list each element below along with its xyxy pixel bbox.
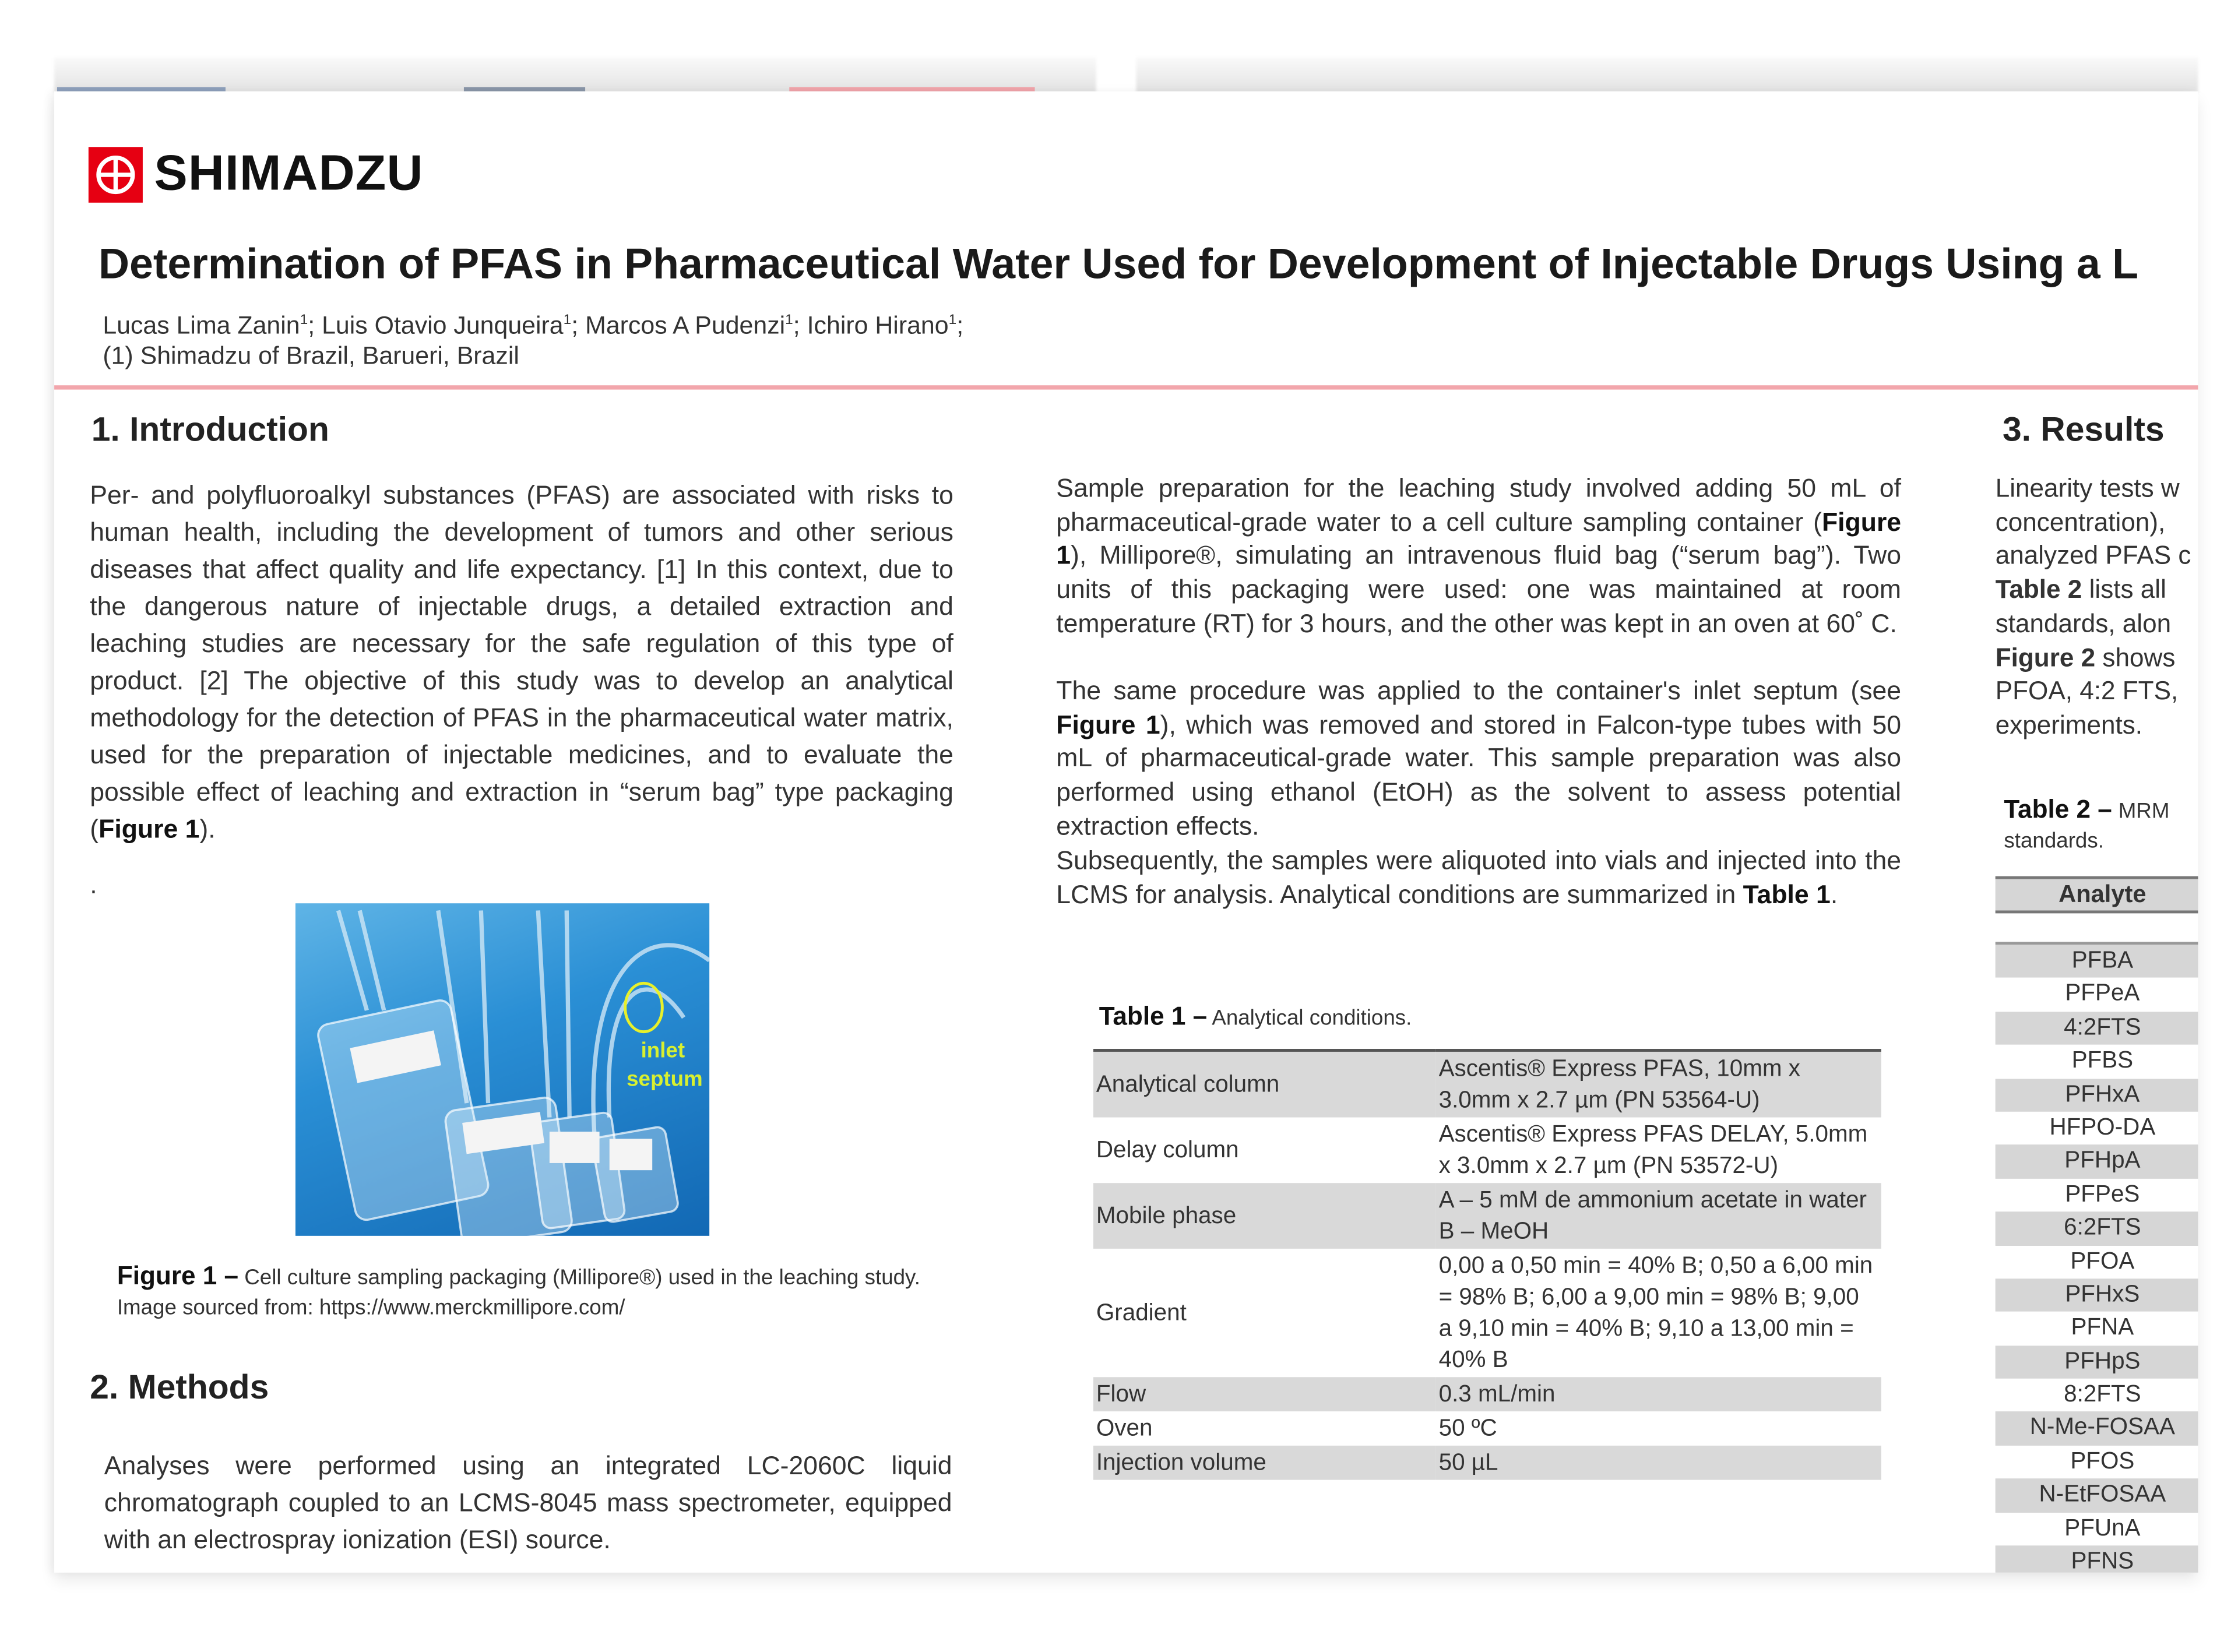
results-line (1996, 642, 2191, 675)
figure-1-caption (117, 1262, 959, 1323)
text-segment: experiments. (1995, 710, 2143, 739)
bold-reference: Table 1 (1743, 880, 1831, 909)
serum-bags-illustration (295, 903, 709, 1236)
methods-paragraph (104, 1447, 952, 1558)
table-value (1436, 1050, 1881, 1117)
figure-caption-label: Figure 1 – (117, 1261, 239, 1290)
text-segment: Per- and polyfluoroalkyl substances (PFAS) are associated with risks to human health, including the development of tumors and other serious diseases that affect quality and life expectancy. [1] In this context, due to the dangerous nature of injectable drugs, a detailed extraction and leaching studies are necessary for the safe regulation of this type of product. [2] The objective of this study was to develop an analytical methodology for the detection of PFAS in the pharmaceutical water matrix, used for the preparation of injectable medicines, and to evaluate the possible effect of leaching and extraction in “serum bag” type packaging ( (90, 481, 953, 844)
table-key: Mobile phase (1096, 1203, 1237, 1229)
table-row (1093, 1446, 1881, 1480)
table-value-line: 0,00 a 0,50 min = 40% B; 0,50 a 6,00 min = 98% B; 6,00 a 9,00 min = 98% B; 9,00 a 9,10 min = 40% B; 9,10 a 13,00 min = 40% B (1438, 1253, 1873, 1373)
table2-caption-text: MRM (2118, 799, 2170, 824)
text-segment: The same procedure was applied to the container's inlet septum (see (1056, 676, 1902, 705)
text-segment: shows (2095, 643, 2176, 672)
table-row (1093, 1249, 1881, 1377)
analyte-row: PFHxS (1996, 1278, 2198, 1312)
analytical-conditions-table (1093, 1049, 1881, 1480)
analyte-row: N-EtFOSAA (1996, 1479, 2198, 1512)
table2-header-analyte: Analyte (1996, 876, 2198, 914)
table2-caption-line2: standards. (2004, 829, 2104, 854)
poster-title: Determination of PFAS in Pharmaceutical Water Used for Development of Injectable Drugs Using a L (98, 241, 2139, 288)
text-segment: ). (199, 815, 216, 844)
affiliation: (1) Shimadzu of Brazil, Barueri, Brazil (103, 340, 519, 369)
bold-reference: Figure 1 (1056, 710, 1160, 739)
table-row (1093, 1118, 1881, 1183)
analyte-row: PFPeA (2065, 981, 2140, 1007)
table2-header-spacer (1996, 913, 2198, 945)
results-line (1996, 506, 2191, 540)
figure-1-image (295, 903, 709, 1236)
logo-wordmark: SHIMADZU (154, 145, 424, 202)
author-list: Lucas Lima Zanin$^1$; Luis Otavio Junqueira$^1$; Marcos A Pudenzi$^1$; Ichiro Hirano$^1$; (103, 311, 964, 340)
analyte-row: HFPO-DA (2049, 1114, 2156, 1140)
text-segment: standards, alon (1995, 609, 2172, 638)
section-heading-introduction: 1. Introduction (91, 411, 329, 450)
table-key: Gradient (1096, 1300, 1187, 1326)
table-caption-text: Analytical conditions. (1212, 1006, 1412, 1031)
bold-reference: Figure 2 (1995, 643, 2096, 672)
analyte-row: PFHxA (1996, 1078, 2198, 1111)
mrm-analytes-table (1996, 876, 2198, 1573)
text-segment: PFOA, 4:2 FTS, (1995, 677, 2179, 706)
table2-caption-label: Table 2 – (2004, 795, 2112, 824)
analyte-row: PFNS (1996, 1545, 2198, 1572)
figure-annotation-inlet: inlet (641, 1038, 685, 1062)
table-key: Oven (1096, 1415, 1153, 1442)
figure-caption-text: Cell culture sampling packaging (Millipore®) used in the leaching study. Image sourced from: https://www.merckmillipore.com/ (117, 1266, 920, 1320)
text-segment: Subsequently, the samples were aliquoted into vials and injected into the LCMS for analysis. Analytical conditions are summarized in (1056, 846, 1902, 909)
author-affiliation-mark: 1 (563, 312, 572, 329)
shimadzu-logo (89, 146, 424, 203)
table-row (1093, 1411, 1881, 1446)
figure-annotation-septum: septum (627, 1066, 703, 1091)
table-value-line: 0.3 mL/min (1438, 1381, 1556, 1407)
table-key: Injection volume (1096, 1450, 1266, 1476)
text-segment: lists all (2082, 575, 2166, 604)
text-segment: ), which was removed and stored in Falcon-type tubes with 50 mL of pharmaceutical-grade water. This sample preparation was also performed using ethanol (EtOH) as the solvent to assess potential extraction effects. (1056, 710, 1902, 841)
text-segment: Linearity tests w (1995, 474, 2180, 503)
text-segment: Sample preparation for the leaching study involved adding 50 mL of pharmaceutical-grade water to a cell culture sampling container ( (1056, 474, 1902, 537)
page-shadow (1136, 57, 2198, 93)
section-heading-methods: 2. Methods (90, 1368, 269, 1407)
poster-page (54, 91, 2198, 1573)
header-divider (54, 385, 2198, 389)
authors-block (103, 305, 963, 371)
top-strip (57, 87, 226, 91)
analyte-row: N-Me-FOSAA (1996, 1412, 2198, 1445)
author-affiliation-mark: 1 (948, 312, 957, 329)
top-strip (789, 87, 1034, 91)
author-name: Lucas Lima Zanin (103, 311, 300, 340)
analyte-row: PFNA (2071, 1315, 2134, 1341)
table-value-line: 50 µL (1438, 1450, 1498, 1476)
table-value-line: Ascentis® Express PFAS DELAY, 5.0mm x 3.0mm x 2.7 µm (PN 53572-U) (1438, 1121, 1868, 1179)
analyte-row: PFOS (2070, 1448, 2135, 1474)
bold-reference: Figure 1 (1056, 508, 1902, 570)
bold-reference: Figure 1 (98, 815, 200, 844)
table-value-line: 50 ºC (1438, 1415, 1497, 1442)
results-line (1996, 675, 2191, 709)
analyte-row: PFHpS (1996, 1345, 2198, 1379)
table-1-caption (1099, 1002, 1412, 1033)
table-value (1436, 1249, 1881, 1377)
results-line (1996, 540, 2191, 574)
section-heading-results: 3. Results (2002, 411, 2165, 450)
text-segment: . (1830, 880, 1838, 909)
analyte-row: PFBS (2071, 1047, 2134, 1074)
table-caption-label: Table 1 – (1099, 1002, 1208, 1031)
septum-paragraph (1056, 675, 1901, 844)
table-2-caption (2004, 795, 2169, 856)
table-value (1436, 1446, 1881, 1480)
author-name: Luis Otavio Junqueira (322, 311, 564, 340)
top-strip (464, 87, 585, 91)
text-segment: concentration), (1995, 508, 2166, 537)
table-value-line: B – MeOH (1438, 1218, 1549, 1245)
analyte-row: PFPeS (2065, 1181, 2140, 1207)
author-affiliation-mark: 1 (785, 312, 793, 329)
table-row (1093, 1050, 1881, 1117)
author-name: Ichiro Hirano (807, 311, 949, 340)
analyte-row: PFHpA (1996, 1145, 2198, 1178)
results-line (1996, 709, 2191, 743)
author-affiliation-mark: 1 (300, 312, 308, 329)
bold-reference: Table 2 (1995, 575, 2082, 604)
analyte-row: 8:2FTS (2064, 1381, 2141, 1407)
results-line (1996, 608, 2191, 642)
results-line (1996, 473, 2191, 506)
analyte-row: PFUnA (2064, 1514, 2141, 1541)
table-value (1436, 1183, 1881, 1249)
results-line (1996, 574, 2191, 608)
table-value (1436, 1377, 1881, 1411)
text-segment: Analyses were performed using an integrated LC-2060C liquid chromatograph coupled to an LCMS-8045 mass spectrometer, equipped with an electrospray ionization (ESI) source. (104, 1451, 952, 1554)
analyte-row: 4:2FTS (1996, 1012, 2198, 1045)
table-value-line: A – 5 mM de ammonium acetate in water (1438, 1187, 1867, 1213)
analyte-row: PFOA (2070, 1248, 2135, 1274)
sample-preparation-paragraph (1056, 473, 1901, 642)
stray-dot: . (90, 870, 97, 899)
table-key: Flow (1096, 1381, 1146, 1407)
text-segment: analyzed PFAS c (1995, 541, 2191, 570)
introduction-paragraph (90, 477, 953, 848)
results-paragraph (1996, 473, 2191, 743)
analyte-row: 6:2FTS (1996, 1212, 2198, 1245)
table-key: Delay column (1096, 1137, 1239, 1163)
author-name: Marcos A Pudenzi (585, 311, 786, 340)
shimadzu-logo-mark-icon (89, 146, 143, 202)
table-value-line: Ascentis® Express PFAS, 10mm x 3.0mm x 2.7 µm (PN 53564-U) (1438, 1056, 1800, 1114)
table-key: Analytical column (1096, 1072, 1280, 1098)
subsequently-paragraph (1056, 845, 1901, 913)
table-row (1093, 1377, 1881, 1411)
analyte-row: PFBA (1996, 945, 2198, 978)
table-value (1436, 1411, 1881, 1446)
table-row (1093, 1183, 1881, 1249)
table-value (1436, 1118, 1881, 1183)
text-segment: ), Millipore®, simulating an intravenous fluid bag (“serum bag”). Two units of this packaging were used: one was maintained at room temperature (RT) for 3 hours, and the other was kept in an oven at 60˚ C. (1056, 541, 1902, 638)
